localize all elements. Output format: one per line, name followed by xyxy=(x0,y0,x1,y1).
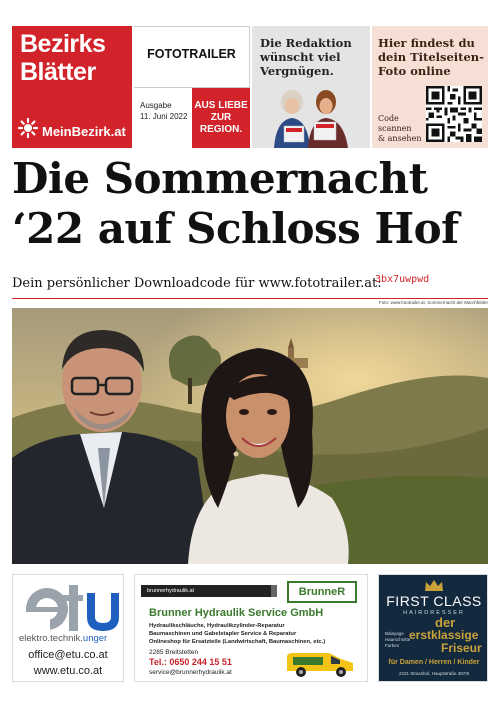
brunner-address: 2285 Breitstetten xyxy=(149,649,199,656)
headline xyxy=(12,154,492,254)
brunner-phone[interactable]: Tel.: 0650 244 15 51 xyxy=(149,657,232,667)
main-photo xyxy=(12,308,488,564)
brunner-line3: Onlineshop für Ersatzteile (Landwirtschaft, Baumaschinen, etc.) xyxy=(149,639,326,645)
logo-site: MeinBezirk.at xyxy=(42,124,126,139)
qr-caption-line3: & ansehen xyxy=(378,134,422,143)
crown-icon xyxy=(424,579,444,592)
etu-tagline-a: elektro.technik. xyxy=(19,633,83,644)
slogan-badge xyxy=(192,88,250,148)
first-address: 2231 Strasshof, Hauptstraße 387/8 xyxy=(398,671,470,676)
qr-code-icon[interactable] xyxy=(426,86,482,142)
titelseite-box xyxy=(372,26,488,148)
redaktion-photo xyxy=(262,84,362,148)
edition-label: Ausgabe xyxy=(140,101,172,110)
redaktion-line3: Vergnügen. xyxy=(260,64,334,78)
first-small1: Balayage xyxy=(385,631,404,636)
first-audience: für Damen / Herren / Kinder xyxy=(388,659,480,666)
headline-line2: ‘22 auf Schloss Hof xyxy=(12,204,459,253)
first-friseur: Friseur xyxy=(441,641,482,655)
brunner-logo: BrunneR xyxy=(287,581,357,603)
logo-line1: Bezirks xyxy=(20,30,106,58)
fototrailer-label: FOTOTRAILER xyxy=(147,47,236,61)
first-erstklassige: erstklassige xyxy=(409,628,479,642)
titel-line3: Foto online xyxy=(378,64,451,78)
brunner-email[interactable]: service@brunnerhydraulik.at xyxy=(149,669,232,676)
slogan-line1: AUS LIEBE xyxy=(194,100,248,111)
download-instruction: Dein persönlicher Downloadcode für www.fototrailer.at: xyxy=(12,276,382,291)
brunner-line2: Baumaschinen und Gabelstapler Service & Reparatur xyxy=(149,631,297,637)
divider xyxy=(12,298,488,299)
brunner-company: Brunner Hydraulik Service GmbH xyxy=(149,607,324,619)
logo-wordmark xyxy=(20,30,105,86)
brunner-line1: Hydraulikschläuche, Hydraulikzylinder-Reparatur xyxy=(149,623,285,629)
brunner-url-strip xyxy=(141,585,271,597)
ad-brunner[interactable] xyxy=(134,574,368,682)
edition-date: 11. Juni 2022 xyxy=(140,112,188,121)
headline-line1: Die Sommernacht xyxy=(12,154,428,203)
etu-email[interactable]: office@etu.co.at xyxy=(28,649,108,661)
brunner-url: brunnerhydraulik.at xyxy=(147,588,195,594)
qr-caption-line2: scannen xyxy=(378,124,412,133)
hydraulic-cylinder-icon xyxy=(271,581,277,601)
first-services xyxy=(385,631,410,649)
service-van-icon xyxy=(283,647,357,679)
titel-line2: dein Titelseiten- xyxy=(378,50,484,64)
ad-first-class[interactable] xyxy=(378,574,488,682)
first-der: der xyxy=(435,615,456,630)
titel-line1: Hier findest du xyxy=(378,36,475,50)
etu-web[interactable]: www.etu.co.at xyxy=(33,665,103,677)
etu-logo xyxy=(17,581,121,639)
slogan-line3: REGION. xyxy=(199,124,243,135)
slogan-line2: ZUR xyxy=(210,112,232,123)
first-small3: Farben xyxy=(385,643,400,648)
first-brand: FIRST CLASS xyxy=(386,593,482,609)
photo-credit: Foto: www.fototrailer.at, Sommernacht der Marchfelder xyxy=(378,300,488,305)
download-code[interactable]: 3bx7uwpwd xyxy=(375,274,430,285)
ad-etu[interactable] xyxy=(12,574,124,682)
redaktion-box xyxy=(252,26,370,148)
redaktion-line2: wünscht viel xyxy=(260,50,341,64)
photo-illustration xyxy=(12,308,488,564)
qr-caption xyxy=(378,114,421,144)
fototrailer-box xyxy=(134,26,250,88)
meinbezirk-sun-icon xyxy=(18,118,38,138)
brunner-services xyxy=(149,622,365,646)
first-small2: Haarschnitte xyxy=(385,637,411,642)
titelseite-text xyxy=(378,36,484,78)
etu-tagline xyxy=(19,633,107,644)
etu-tagline-b: unger xyxy=(82,633,108,644)
qr-caption-line1: Code xyxy=(378,114,399,123)
bezirksblaetter-logo xyxy=(12,26,132,148)
redaktion-greeting xyxy=(260,36,352,78)
first-sub: HAIRDRESSER xyxy=(403,610,465,616)
edition-info xyxy=(140,100,187,122)
redaktion-line1: Die Redaktion xyxy=(260,36,352,50)
logo-line2: Blätter xyxy=(20,58,96,86)
